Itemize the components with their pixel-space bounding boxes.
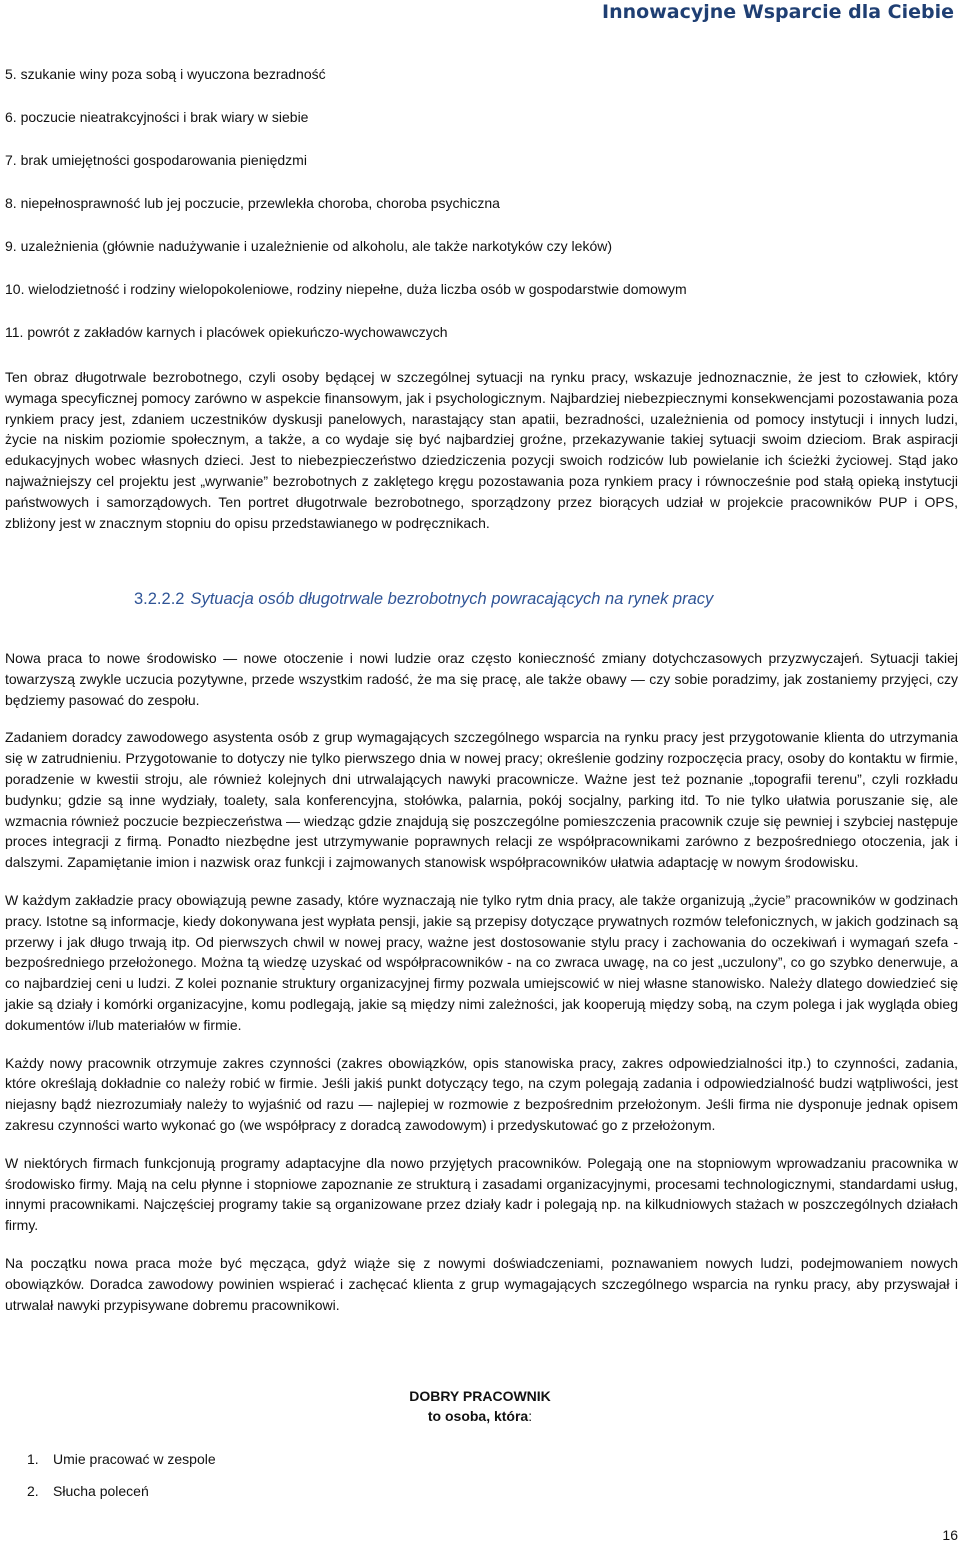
body-paragraph: Nowa praca to nowe środowisko — nowe otoczenie i nowi ludzie oraz często konieczność zmiany dotychczasowych przyzwyczajeń. Sytuacji takiej towarzyszą zwykle uczucia pozytywne, przede wszystkim radość, że ma się pracę, ale także obawy — czy sobie poradzimy, jak zostaniemy przyjęci, czy będziemy pasować do zespołu. — [5, 650, 958, 708]
good-worker-colon: : — [528, 1408, 533, 1424]
list-item-number: 1. — [27, 1451, 39, 1467]
list-item: 10. wielodzietność i rodziny wielopokoleniowe, rodziny niepełne, duża liczba osób w gospodarstwie domowym — [5, 281, 687, 297]
section-heading — [134, 590, 713, 609]
section-title: Sytuacja osób długotrwale bezrobotnych powracających na rynek pracy — [190, 590, 714, 608]
risk-factors-list — [5, 64, 955, 365]
good-worker-heading — [380, 1386, 580, 1426]
list-item: 9. uzależnienia (głównie nadużywanie i uzależnienie od alkoholu, ale także narkotyków czy leków) — [5, 238, 613, 254]
good-worker-list — [27, 1449, 216, 1513]
list-item: 6. poczucie nieatrakcyjności i brak wiary w siebie — [5, 109, 309, 125]
good-worker-subtitle-line — [380, 1406, 580, 1426]
section-number: 3.2.2.2 — [134, 590, 185, 608]
body-paragraph: Na początku nowa praca może być męcząca, gdyż wiąże się z nowymi doświadczeniami, poznawaniem nowych ludzi, podejmowaniem nowych obowiązków. Doradca zawodowy powinien wspierać i zachęcać klienta z grup wymagających szczególnego wsparcia na rynku pracy, aby przyswajał i utrwalał nawyki przypisywane dobremu pracownikowi. — [5, 1254, 958, 1313]
body-section — [5, 648, 958, 1332]
intro-paragraph: Ten obraz długotrwale bezrobotnego, czyli osoby będącej w szczególnej sytuacji na rynku pracy, wskazuje jednoznacznie, że jest to człowiek, który wymaga specyficznej pomocy zarówno w aspekcie finansowym, jak i psychologicznym. Najbardziej niebezpiecznymi konsekwencjami pozostawania poza rynkiem pracy jest, zdaniem uczestników dyskusji panelowych, narastający stan apatii, bezradności, uzależnienia od pomocy instytucji i innych ludzi, życie na niskim poziomie społecznym, a także, a co wydaje się być najbardziej groźne, przekazywanie takiej sytuacji swoim dzieciom. Brak aspiracji edukacyjnych wobec własnych dzieci. Jest to niebezpieczeństwo dziedziczenia pozycji swoich rodziców lub powielanie ich ścieżki życiowej. Stąd jako najważniejszy cel projektu jest „wyrwanie” bezrobotnych z zaklętego kręgu pozostawania poza rynkiem pracy i równocześnie pod stałą opieką instytucji państwowych i samorządowych. Ten portret długotrwale bezrobotnego, sporządzony przez biorących udział w projekcie pracowników PUP i OPS, zbliżony jest w znacznym stopniu do opisu przedstawianego w podręcznikach. — [5, 369, 958, 531]
list-item — [27, 1481, 216, 1501]
list-item-number: 2. — [27, 1483, 39, 1499]
list-item: 11. powrót z zakładów karnych i placówek opiekuńczo-wychowawczych — [5, 324, 448, 340]
body-paragraph: W niektórych firmach funkcjonują programy adaptacyjne dla nowo przyjętych pracowników. Polegają one na stopniowym wprowadzaniu pracownika w środowisko firmy. Mają na celu płynne i stopniowe zapoznanie ze strukturą i zasadami organizacyjnymi, procesami technologicznymi, standardami usług, innymi pracownikami. Najczęściej programy takie są organizowane przez działy kadr i polegają np. na kilkudniowych stażach w poszczególnych działach firmy. — [5, 1154, 958, 1234]
list-item: 8. niepełnosprawność lub jej poczucie, przewlekła choroba, choroba psychiczna — [5, 195, 500, 211]
page-number: 16 — [942, 1527, 958, 1543]
body-paragraph: W każdym zakładzie pracy obowiązują pewne zasady, które wyznaczają nie tylko rytm dnia pracy, ale także organizują „życie” pracowników w godzinach pracy. Istotne są informacje, kiedy dokonywana jest wypłata pensji, jakie są przepisy dotyczące prywatnych rozmów telefonicznych, w jakich godzinach są przerwy i jak długo trwają itp. Od pierwszych chwil w nowej pracy, ważne jest dostosowanie stylu pracy i zachowania do oczekiwań i wymagań szefa - bezpośredniego przełożonego. Można tą wiedzę uzyskać od współpracowników - na co zwraca uwagę, na co jest „uczulony”, co go szybko denerwuje, a co najbardziej ceni u ludzi. Z kolei poznanie struktury organizacyjnej firmy pozwala umiejscowić w niej własne stanowisko. Należy dlatego dowiedzieć się jakie są działy i komórki organizacyjne, komu podlegają, jakie są między nimi zależności, jak kooperują między sobą, na czym polega i jak wygląda obieg dokumentów i/lub materiałów w firmie. — [5, 891, 958, 1033]
page-header-title: Innowacyjne Wsparcie dla Ciebie — [602, 1, 954, 23]
list-item: 7. brak umiejętności gospodarowania pieniędzmi — [5, 152, 307, 168]
list-item-text: Umie pracować w zespole — [53, 1451, 216, 1467]
body-paragraph: Zadaniem doradcy zawodowego asystenta osób z grup wymagających szczególnego wsparcia na rynku pracy jest przygotowanie klienta do utrzymania się w zatrudnieniu. Przygotowanie to dotyczy nie tylko pierwszego dnia w nowej pracy; określenie godziny rozpoczęcia pracy, osoby do kontaktu w firmie, poradzenie w kwestii stroju, ale również kolejnych dni utrwalających nawyki pracownicze. Ważne jest też poznanie „topografii terenu”, czyli rozkładu budynku; gdzie są inne wydziały, toalety, sala konferencyjna, stołówka, palarnia, pokój socjalny, parking itd. To nie tylko ułatwia poruszanie się, ale wzmacnia również poczucie bezpieczeństwa — wiedząc gdzie znajdują się poszczególne pomieszczenia pracownik czuje się pewniej i szybciej następuje proces integracji z firmą. Ponadto niezbędne jest utrzymywanie poprawnych relacji ze współpracownikami zarówno z bezpośredniego otoczenia, jak i dalszymi. Zapamiętanie imion i nazwisk oraz funkcji i zajmowanych stanowisk współpracowników ułatwia adaptację w nowym środowisku. — [5, 729, 958, 871]
body-paragraph: Każdy nowy pracownik otrzymuje zakres czynności (zakres obowiązków, opis stanowiska pracy, zakres odpowiedzialności itp.) to czynności, zadania, które określają dokładnie co należy robić w firmie. Jeśli jakiś punkt dotyczący tego, na czym polegają zadania i odpowiedzialność budzi wątpliwości, jest niejasny bądź niezrozumiały należy to wyjaśnić od razu — najlepiej w rozmowie z bezpośrednim przełożonym. Jeśli firma nie dysponuje jednak opisem zakresu czynności warto wykonać go (we współpracy z doradcą zawodowym) i przedyskutować go z przełożonym. — [5, 1054, 958, 1133]
intro-section — [5, 367, 958, 550]
list-item: 5. szukanie winy poza sobą i wyuczona bezradność — [5, 66, 326, 82]
list-item-text: Słucha poleceń — [53, 1483, 149, 1499]
good-worker-subtitle: to osoba, która — [427, 1408, 529, 1424]
good-worker-title: DOBRY PRACOWNIK — [409, 1388, 551, 1404]
list-item — [27, 1449, 216, 1469]
